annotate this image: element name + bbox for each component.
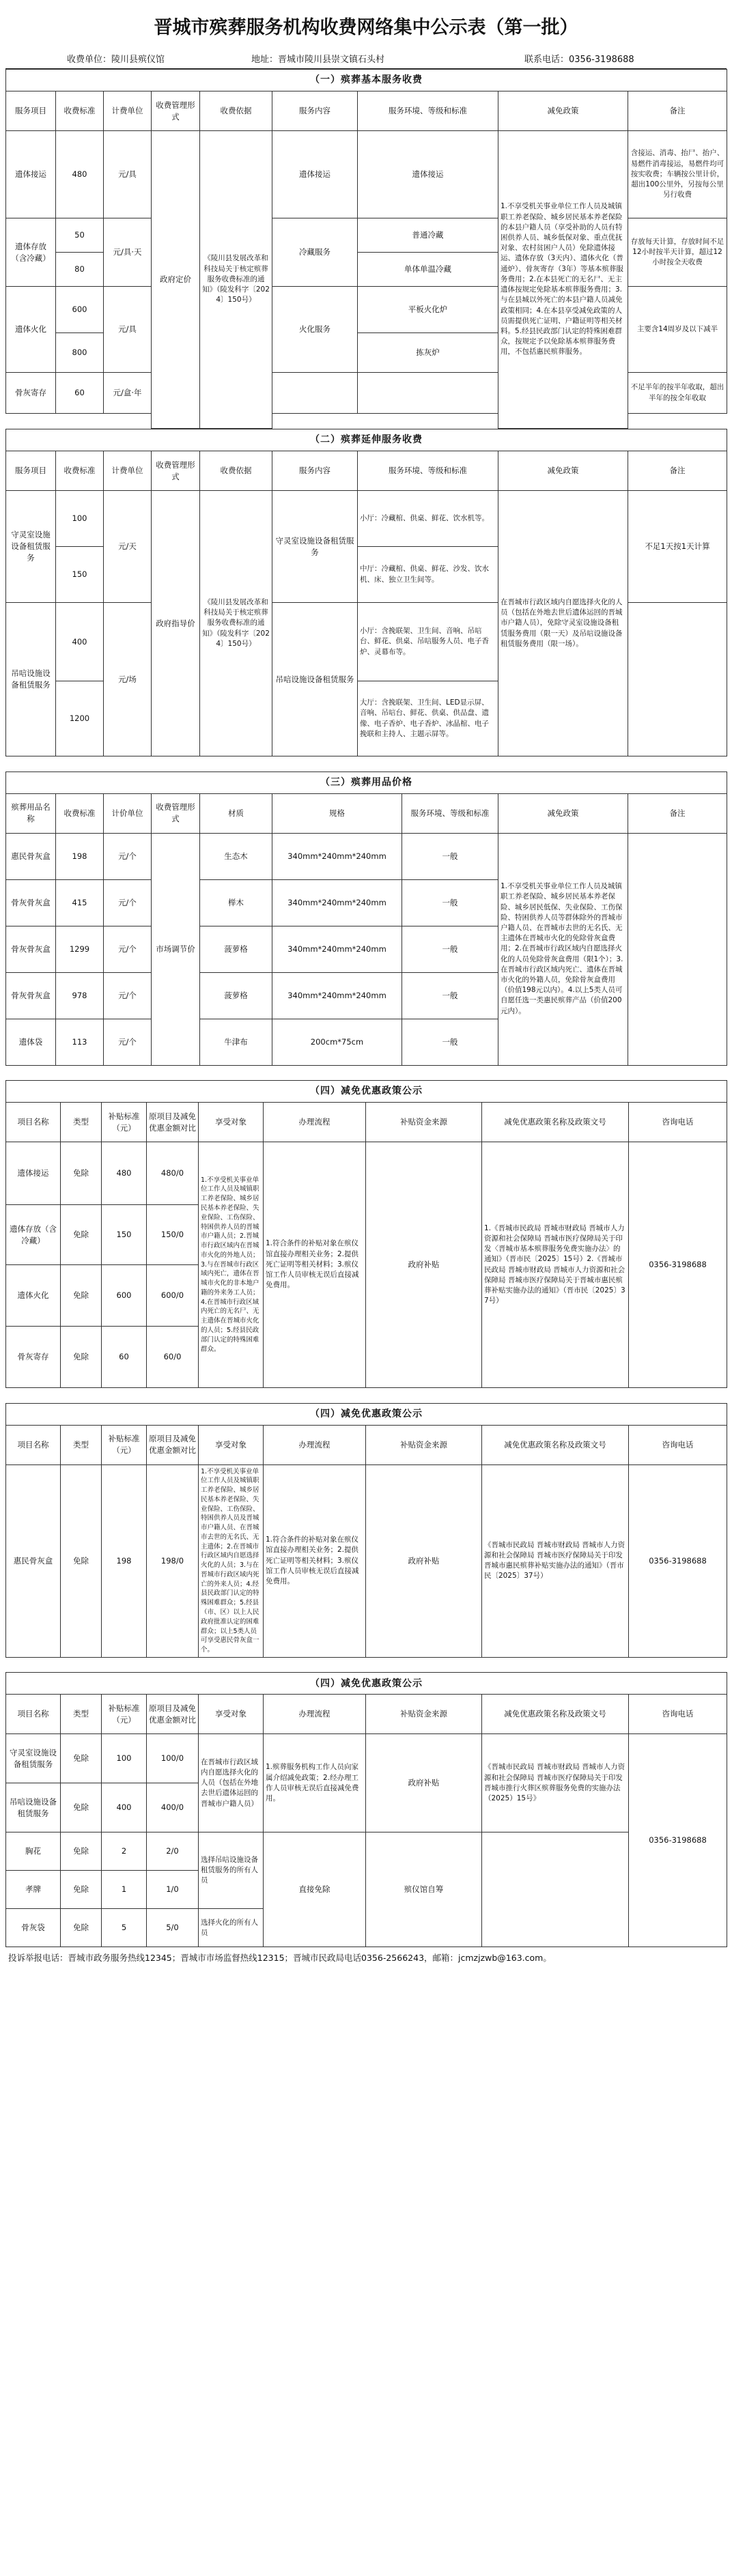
table-cell: 骨灰骨灰盒 [6,926,56,972]
table-cell: 免除 [61,1783,102,1832]
column-header: 补贴标准（元） [102,1695,147,1734]
column-header: 类型 [61,1103,102,1142]
spacer [6,414,727,429]
table-cell: 火化服务 [272,287,358,373]
table-cell: 骨灰寄存 [6,373,56,414]
table-cell: 选择吊唁设施设备租赁服务的所有人员 [199,1832,264,1909]
table-cell: 100 [102,1734,147,1783]
table-cell: 不足半年的按半年收取，超出半年的按全年收取 [628,373,727,414]
column-header: 办理流程 [264,1425,366,1464]
table-cell: 元/场 [104,603,152,756]
policy-table-urn [5,1403,727,1673]
table-cell: 1.殡葬服务机构工作人员向家属介绍减免政策；2.经办理工作人员审核无误后直接减免费用。 [264,1734,366,1832]
table-cell: 元/盒·年 [104,373,152,414]
policy-table-basic [5,1080,727,1403]
table-cell: 免除 [61,1327,102,1388]
column-header: 原项目及减免优惠金额对比 [147,1695,199,1734]
table-cell: 免除 [61,1832,102,1871]
table-cell: 415 [56,879,104,926]
table-cell: 元/天 [104,491,152,603]
column-header: 减免优惠政策名称及政策文号 [482,1425,629,1464]
section-title: （四）减免优惠政策公示 [6,1081,727,1103]
table-cell: 免除 [61,1871,102,1909]
table-cell: 中厅：冷藏棺、供桌、鲜花、沙发、饮水机、床、独立卫生间等。 [358,547,498,603]
column-header: 收费管理形式 [152,793,200,833]
column-header: 补贴标准（元） [102,1425,147,1464]
table-cell: 市场调节价 [152,833,200,1065]
column-header: 享受对象 [199,1695,264,1734]
table-cell [628,833,727,1065]
basic-service-table [5,69,727,429]
table-cell: 一般 [402,1019,498,1065]
column-header: 规格 [272,793,402,833]
spacer [6,1388,727,1403]
table-cell: 一般 [402,833,498,879]
column-header: 收费标准 [56,91,104,131]
table-cell: 800 [56,333,104,373]
table-cell: 340mm*240mm*240mm [272,833,402,879]
table-cell: 小厅：冷藏棺、供桌、鲜花、饮水机等。 [358,491,498,547]
table-cell: 480 [56,131,104,218]
complaint-footer: 投诉举报电话：晋城市政务服务热线12345；晋城市市场监督热线12315；晋城市民政局电话0356-2566243，邮箱：jcmzjzwb@163.com。 [8,1953,552,1964]
column-header: 享受对象 [199,1103,264,1142]
table-cell: 元/具 [104,131,152,218]
table-cell: 平板火化炉 [358,287,498,333]
table-cell: 榉木 [200,879,272,926]
table-cell: 骨灰寄存 [6,1327,61,1388]
table-cell: 免除 [61,1265,102,1327]
column-header: 补贴资金来源 [366,1103,482,1142]
table-cell: 遗体接运 [6,131,56,218]
column-header: 减免政策 [498,793,628,833]
spacer [6,1657,727,1672]
table-cell: 60 [56,373,104,414]
table-cell: 骨灰骨灰盒 [6,972,56,1019]
table-cell: 拣灰炉 [358,333,498,373]
column-header: 收费管理形式 [152,451,200,491]
table-cell: 400 [102,1783,147,1832]
column-header: 收费标准 [56,451,104,491]
table-cell: 198 [56,833,104,879]
table-cell: 免除 [61,1205,102,1265]
table-cell: 元/个 [104,833,152,879]
table-cell: 元/具 [104,287,152,373]
spacer [6,756,727,772]
table-cell: 480/0 [147,1142,199,1205]
table-cell: 480 [102,1142,147,1205]
table-cell: 2 [102,1832,147,1871]
table-cell: 60 [102,1327,147,1388]
table-cell: 150/0 [147,1205,199,1265]
column-header: 备注 [628,793,727,833]
table-cell: 1.符合条件的补贴对象在殡仪馆直接办理相关业务；2.提供死亡证明等相关材料；3.殡仪馆工作人员审核无误后直接减免费用。 [264,1464,366,1657]
table-cell: 免除 [61,1464,102,1657]
table-cell: 遗体袋 [6,1019,56,1065]
table-cell: 单体单温冷藏 [358,253,498,287]
table-cell [358,373,498,414]
table-cell: 吊唁设施设备租赁服务 [6,1783,61,1832]
column-header: 减免政策 [498,451,628,491]
table-cell: 113 [56,1019,104,1065]
column-header: 服务项目 [6,91,56,131]
table-cell: 普通冷藏 [358,218,498,253]
section-title: （二）殡葬延伸服务收费 [6,429,727,451]
table-cell: 守灵室设施设备租赁服务 [6,1734,61,1783]
column-header: 项目名称 [6,1695,61,1734]
table-cell: 吊唁设施设备租赁服务 [272,603,358,756]
table-cell: 政府补贴 [366,1142,482,1388]
column-header: 殡葬用品名称 [6,793,56,833]
table-cell: 守灵室设施设备租赁服务 [6,491,56,603]
page-title: 晋城市殡葬服务机构收费网络集中公示表（第一批） [154,17,578,38]
table-cell: 100/0 [147,1734,199,1783]
table-cell: 1.不享受机关事业单位工作人员及城镇职工养老保险、城乡居民基本养老保险的本县户籍人员（享受补助的人员有特困供养人员、城乡低保对象、重点优抚对象、农村贫困户人员）免除遗体接运、遗体存放（3天内）、遗体火化（普通炉）、骨灰寄存（3年）等基本殡葬服务费用；2.在本县死亡的无名尸、无主遗体按规定免除基本殡葬服务费用；3.与在县城以外死亡的本县户籍人员减免政策相同；4.在本县享受减免政策的人员需提供死亡证明、户籍证明等相关材料。5.经县民政部门认定的特殊困难群众，按规定予以免除基本殡葬服务费用，不包括惠民殡葬服务。 [498,131,628,429]
table-cell: 遗体存放（含冷藏） [6,1205,61,1265]
contact-phone: 联系电话：0356-3198688 [524,55,634,65]
table-cell: 600 [102,1265,147,1327]
column-header: 咨询电话 [629,1103,727,1142]
table-cell: 1299 [56,926,104,972]
table-cell: 1.不享受机关事业单位工作人员及城镇职工养老保险、城乡居民基本养老保险、城乡居民低保、失业保险、工伤保险、特困供养人员等群体除外的晋城市户籍人员、在晋城市去世的无名氏、无主遗体在晋城市火化的免除骨灰盒费用；2.在晋城市行政区域内自愿选择火化的人员免除骨灰盒费用（限1个）；3.在晋城市行政区域内死亡、遗体在晋城市火化的外籍人员，免除骨灰盒费用（价值198元以内）。4.以上5类人员可自愿任选一类惠民殡葬产品（价值200元内）。 [498,833,628,1065]
table-cell: 惠民骨灰盒 [6,833,56,879]
table-cell: 340mm*240mm*240mm [272,972,402,1019]
table-cell [482,1832,629,1947]
column-header: 服务环境、等级和标准 [358,451,498,491]
table-cell: 惠民骨灰盒 [6,1464,61,1657]
column-header: 收费标准 [56,793,104,833]
table-cell: 牛津布 [200,1019,272,1065]
column-header: 服务环境、等级和标准 [358,91,498,131]
table-cell: 2/0 [147,1832,199,1871]
column-header: 减免优惠政策名称及政策文号 [482,1103,629,1142]
table-cell: 骨灰袋 [6,1909,61,1947]
table-cell: 菠萝格 [200,972,272,1019]
table-cell: 978 [56,972,104,1019]
table-cell: 一般 [402,972,498,1019]
table-cell: 600 [56,287,104,333]
table-cell: 80 [56,253,104,287]
address: 地址：晋城市陵川县崇文镇石头村 [251,55,385,65]
table-cell: 免除 [61,1734,102,1783]
table-cell: 340mm*240mm*240mm [272,879,402,926]
table-cell: 守灵室设施设备租赁服务 [272,491,358,603]
table-cell: 0356-3198688 [629,1464,727,1657]
section-title: （四）减免优惠政策公示 [6,1403,727,1425]
funeral-goods-table [5,772,727,1081]
table-cell: 5/0 [147,1909,199,1947]
table-cell: 1/0 [147,1871,199,1909]
column-header: 减免优惠政策名称及政策文号 [482,1695,629,1734]
table-cell: 大厅：含挽联架、卫生间、LED显示屏、音响、吊唁台、鲜花、供桌、供品盘、遗像、电子香炉、电子香炉、冰晶棺、电子挽联和主持人、主题示屏等。 [358,681,498,756]
table-cell [628,603,727,756]
column-header: 原项目及减免优惠金额对比 [147,1103,199,1142]
table-cell: 《晋城市民政局 晋城市财政局 晋城市人力资源和社会保障局 晋城市医疗保障局关于印发晋城市推行火葬区殡葬服务免费的实施办法（2025）15号》 [482,1734,629,1832]
section-title: （三）殡葬用品价格 [6,772,727,793]
table-cell: 直接免除 [264,1832,366,1947]
column-header: 计价单位 [104,793,152,833]
table-cell: 400 [56,603,104,681]
table-cell: 主要含14周岁及以下减半 [628,287,727,373]
table-cell: 政府指导价 [152,491,200,756]
table-cell: 0356-3198688 [629,1142,727,1388]
table-cell: 遗体火化 [6,1265,61,1327]
table-cell: 150 [102,1205,147,1265]
extended-service-table [5,429,727,772]
column-header: 服务环境、等级和标准 [402,793,498,833]
table-cell: 冷藏服务 [272,218,358,287]
table-cell: 600/0 [147,1265,199,1327]
table-cell: 5 [102,1909,147,1947]
column-header: 类型 [61,1695,102,1734]
column-header: 享受对象 [199,1425,264,1464]
spacer [6,1065,727,1080]
section-title: （四）减免优惠政策公示 [6,1673,727,1695]
column-header: 补贴资金来源 [366,1425,482,1464]
table-cell: 在晋城市行政区域内自愿选择火化的人员（包括在外地去世后遗体运回的晋城市户籍人员） [199,1734,264,1832]
column-header: 办理流程 [264,1695,366,1734]
column-header: 收费管理形式 [152,91,200,131]
fee-unit: 收费单位：陵川县殡仪馆 [67,55,165,65]
column-header: 收费依据 [200,91,272,131]
column-header: 服务内容 [272,91,358,131]
table-cell: 《陵川县发展改革和科技局关于核定殡葬服务收费标准的通知》（陵发科字〔2024〕150号） [200,131,272,429]
table-cell: 菠萝格 [200,926,272,972]
table-cell [272,373,358,414]
table-cell: 存放每天计算，存放时间不足12小时按半天计算，超过12小时按全天收费 [628,218,727,287]
table-cell: 遗体存放（含冷藏） [6,218,56,287]
table-cell: 1 [102,1871,147,1909]
table-cell: 0356-3198688 [629,1734,727,1947]
table-cell: 殡仪馆自筹 [366,1832,482,1947]
table-cell: 不足1天按1天计算 [628,491,727,603]
table-cell: 元/个 [104,926,152,972]
table-cell: 遗体接运 [358,131,498,218]
table-cell: 200cm*75cm [272,1019,402,1065]
table-cell: 小厅：含挽联架、卫生间、音响、吊唁台、鲜花、供桌、吊唁服务人员、电子香炉、灵幕布等。 [358,603,498,681]
table-cell: 免除 [61,1142,102,1205]
info-bar [5,48,727,69]
table-cell: 元/个 [104,1019,152,1065]
table-cell: 《陵川县发展改革和科技局关于核定殡葬服务收费标准的通知》（陵发科字〔2024〕150号） [200,491,272,756]
table-cell: 一般 [402,926,498,972]
column-header: 备注 [628,91,727,131]
column-header: 服务内容 [272,451,358,491]
column-header: 计费单位 [104,91,152,131]
table-cell: 在晋城市行政区域内自愿选择火化的人员（包括在外地去世后遗体运回的晋城市户籍人员），免除守灵室设施设备租赁服务费用（限一天）及吊唁设施设备租赁服务费用（限一场）。 [498,491,628,756]
table-cell: 吊唁设施设备租赁服务 [6,603,56,756]
table-cell: 遗体火化 [6,287,56,373]
column-header: 收费依据 [200,451,272,491]
table-cell: 《晋城市民政局 晋城市财政局 晋城市人力资源和社会保障局 晋城市医疗保障局关于印发晋城市惠民殡葬补贴实施办法的通知》（晋市民〔2025〕37号） [482,1464,629,1657]
table-cell: 198/0 [147,1464,199,1657]
column-header: 原项目及减免优惠金额对比 [147,1425,199,1464]
column-header: 材质 [200,793,272,833]
column-header: 办理流程 [264,1103,366,1142]
table-cell: 100 [56,491,104,547]
table-cell: 元/个 [104,879,152,926]
table-cell: 1.符合条件的补贴对象在殡仪馆直接办理相关业务；2.提供死亡证明等相关材料；3.殡仪馆工作人员审核无误后直接减免费用。 [264,1142,366,1388]
table-cell: 选择火化的所有人员 [199,1909,264,1947]
column-header: 备注 [628,451,727,491]
table-cell: 元/个 [104,972,152,1019]
table-cell: 生态木 [200,833,272,879]
table-cell: 340mm*240mm*240mm [272,926,402,972]
column-header: 计费单位 [104,451,152,491]
table-cell: 1.《晋城市民政局 晋城市财政局 晋城市人力资源和社会保障局 晋城市医疗保障局关于印发〈晋城市基本殡葬服务免费实施办法〉的通知》（晋市民〔2025〕15号）2.《晋城市民政局 晋城市财政局 晋城市人力资源和社会保障局 晋城市医疗保障局关于晋城市惠民殡葬补贴实施办法的通知》（晋市民〔2025〕37号） [482,1142,629,1388]
table-cell: 遗体接运 [6,1142,61,1205]
column-header: 咨询电话 [629,1695,727,1734]
table-cell: 198 [102,1464,147,1657]
table-cell: 政府补贴 [366,1464,482,1657]
column-header: 项目名称 [6,1425,61,1464]
column-header: 服务项目 [6,451,56,491]
column-header: 项目名称 [6,1103,61,1142]
table-cell: 政府定价 [152,131,200,429]
column-header: 类型 [61,1425,102,1464]
table-cell: 胸花 [6,1832,61,1871]
table-cell: 50 [56,218,104,253]
column-header: 咨询电话 [629,1425,727,1464]
table-cell: 骨灰骨灰盒 [6,879,56,926]
section-title: （一）殡葬基本服务收费 [6,70,727,91]
column-header: 补贴资金来源 [366,1695,482,1734]
policy-table-extended [5,1672,727,1947]
column-header: 减免政策 [498,91,628,131]
table-cell: 1200 [56,681,104,756]
table-cell: 400/0 [147,1783,199,1832]
table-cell: 1.不享受机关事业单位工作人员及城镇职工养老保险、城乡居民基本养老保险、失业保险、工伤保险、特困供养人员的晋城市户籍人员；2.晋城市行政区域内在晋城市火化的外地人员；3.与在晋城市行政区域内死亡，遗体在晋城市火化的非本地户籍的外来务工人员；4.在晋城市行政区域内死亡的无名尸、无主遗体在晋城市火化的人员；5.经县民政部门认定的特殊困难群众。 [199,1142,264,1388]
table-cell: 政府补贴 [366,1734,482,1832]
table-cell: 遗体接运 [272,131,358,218]
table-cell: 一般 [402,879,498,926]
table-cell: 元/具·天 [104,218,152,287]
table-cell: 含接运、消毒、抬尸、抬户、易燃件消毒接运，易燃件均可按实收费；车辆按公里计价，超出100公里外，另按每公里另行收费 [628,131,727,218]
table-cell: 60/0 [147,1327,199,1388]
table-cell: 1.不享受机关事业单位工作人员及城镇职工养老保险、城乡居民基本养老保险、失业保险、工伤保险、特困供养人员及晋城市户籍人员、在晋城市去世的无名氏、无主遗体；2.在晋城市行政区域内自愿选择火化的人员；3.与在晋城市行政区域内死亡的外来人员；4.经县民政部门认定的特殊困难群众；5.经县（市、区）以上人民政府批准认定的困难群众；以上5类人员可享受惠民骨灰盒一个。 [199,1464,264,1657]
column-header: 补贴标准（元） [102,1103,147,1142]
table-cell: 免除 [61,1909,102,1947]
table-cell: 150 [56,547,104,603]
table-cell: 孝牌 [6,1871,61,1909]
